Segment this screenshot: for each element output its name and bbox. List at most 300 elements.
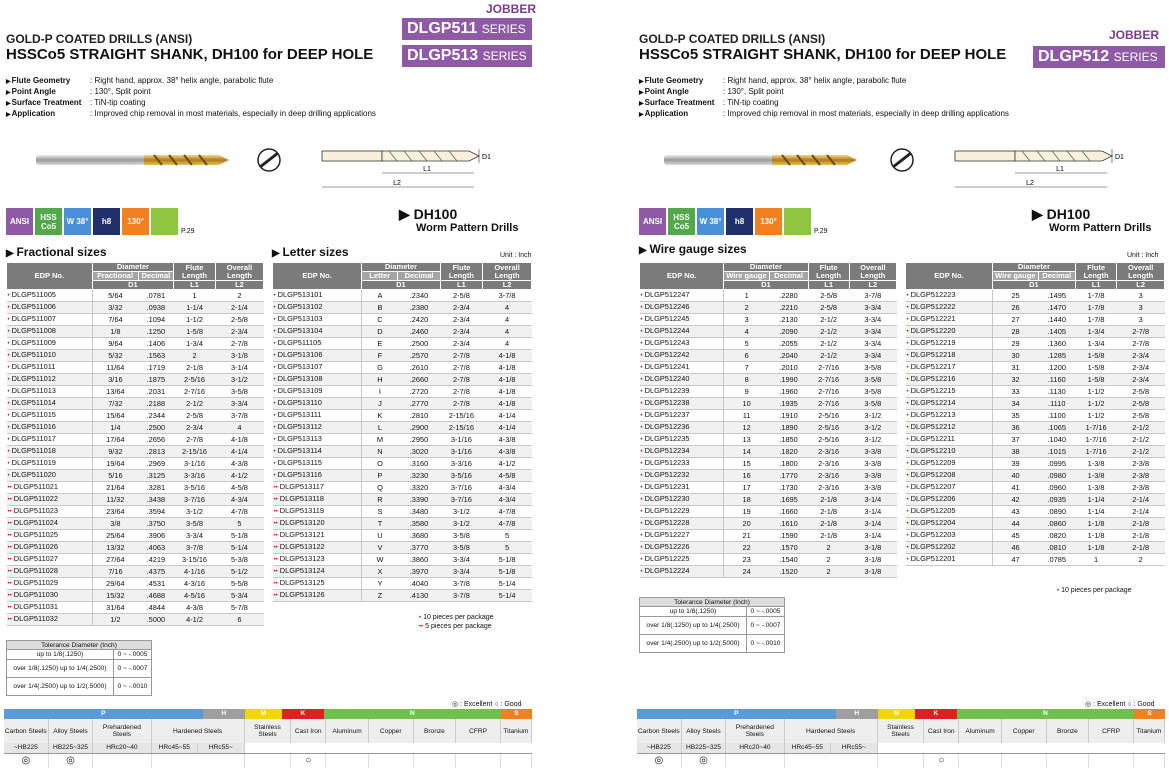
edp-number: DLGP511018	[11, 446, 56, 455]
fractional-sizes-title: ▶ Fractional sizes	[6, 245, 107, 259]
package-marker: •	[273, 341, 276, 347]
decimal-cell: .1770	[769, 470, 808, 482]
size-cell: P	[362, 470, 398, 482]
suitability-mark	[1089, 754, 1134, 768]
size-cell: K	[362, 410, 398, 422]
flute-length-cell: 3-7/8	[440, 590, 482, 602]
size-cell: 7/16	[92, 566, 138, 578]
package-marker: ••	[273, 557, 278, 563]
size-cell: 5/32	[92, 350, 138, 362]
package-marker: ••	[7, 497, 12, 503]
package-marker: ••	[273, 545, 278, 551]
table-row	[273, 554, 532, 566]
edp-number: DLGP512207	[910, 482, 956, 491]
package-marker: •	[640, 413, 643, 419]
edp-number: DLGP512234	[644, 446, 690, 455]
edp-number: DLGP512204	[910, 518, 956, 527]
ansi-icon: ANSI	[6, 208, 33, 235]
edp-cell	[906, 554, 993, 566]
table-row	[640, 350, 897, 362]
edp-number: DLGP513125	[279, 578, 325, 587]
decimal-cell: .1820	[769, 446, 808, 458]
edp-cell	[273, 530, 362, 542]
overall-length-cell: 3	[1117, 290, 1165, 302]
package-marker: •	[7, 425, 10, 431]
package-marker: •	[640, 341, 643, 347]
size-cell: 37	[993, 434, 1039, 446]
material-cell: Cast Iron	[924, 719, 959, 743]
size-cell: 27/64	[92, 554, 138, 566]
size-cell: J	[362, 398, 398, 410]
edp-number: DLGP511022	[13, 494, 59, 503]
decimal-cell: .3281	[138, 482, 174, 494]
edp-number: DLGP513104	[277, 326, 323, 335]
jobber-label: JOBBER	[1109, 28, 1160, 42]
svg-text:L1: L1	[423, 166, 431, 173]
decimal-cell: .2570	[398, 350, 440, 362]
material-cell: Alloy Steels	[49, 719, 94, 743]
table-row	[7, 398, 264, 410]
size-cell: 47	[993, 554, 1039, 566]
decimal-cell: .3680	[398, 530, 440, 542]
edp-cell	[640, 530, 724, 542]
overall-length-cell: 3-1/2	[215, 374, 263, 386]
overall-length-cell: 3-3/8	[849, 458, 896, 470]
overall-length-cell: 3	[1117, 302, 1165, 314]
package-marker: •	[906, 341, 909, 347]
h8-tolerance-icon: h8	[93, 208, 120, 235]
table-row	[640, 398, 897, 410]
material-cell: Copper	[1002, 719, 1047, 743]
table-row	[7, 530, 264, 542]
decimal-cell: .1110	[1038, 398, 1075, 410]
size-cell: A	[362, 290, 398, 302]
flute-length-cell: 2-7/8	[440, 386, 482, 398]
package-note-5: •• 5 pieces per package	[419, 623, 492, 630]
table-row	[640, 410, 897, 422]
size-cell: 3/16	[92, 374, 138, 386]
decimal-cell: .1540	[769, 554, 808, 566]
edp-number: DLGP511105	[277, 338, 322, 347]
flute-length-cell: 2-3/16	[808, 482, 849, 494]
table-row	[273, 302, 532, 314]
size-cell: 29	[993, 338, 1039, 350]
flute-length-cell: 3-1/16	[440, 434, 482, 446]
overall-length-cell: 2-1/4	[215, 302, 263, 314]
overall-length-cell: 4-7/8	[215, 506, 263, 518]
product-family-title: GOLD-P COATED DRILLS (ANSI)	[6, 32, 193, 46]
overall-length-cell: 3-7/8	[483, 290, 532, 302]
table-row	[906, 530, 1165, 542]
table-row	[7, 422, 264, 434]
package-marker: ••	[7, 593, 12, 599]
package-marker: •	[906, 329, 909, 335]
flute-length-cell: 2-1/2	[808, 350, 849, 362]
table-row	[906, 326, 1165, 338]
size-cell: 39	[993, 458, 1039, 470]
edp-cell	[273, 494, 362, 506]
page-ref: P.29	[181, 228, 195, 235]
flute-length-cell: 1-3/8	[1075, 470, 1116, 482]
decimal-cell: .1660	[769, 506, 808, 518]
package-marker: •	[273, 329, 276, 335]
edp-cell	[7, 506, 93, 518]
table-row	[273, 362, 532, 374]
decimal-cell: .1520	[769, 566, 808, 578]
table-row	[906, 482, 1165, 494]
decimal-cell: .2344	[138, 410, 174, 422]
size-cell: 3/8	[92, 518, 138, 530]
decimal-cell: .1360	[1038, 338, 1075, 350]
size-cell: 3/32	[92, 302, 138, 314]
edp-cell	[640, 446, 724, 458]
size-cell: 13	[724, 434, 769, 446]
flute-length-cell: 1	[1075, 554, 1116, 566]
overall-length-cell: 4-3/8	[215, 458, 263, 470]
hss-co5-icon: HSS Co5	[668, 208, 695, 235]
edp-cell	[906, 422, 993, 434]
edp-number: DLGP512233	[644, 458, 690, 467]
decimal-cell: .1470	[1038, 302, 1075, 314]
decimal-cell: .1730	[769, 482, 808, 494]
flute-length-cell: 1-3/4	[174, 338, 216, 350]
edp-number: DLGP513116	[277, 470, 322, 479]
edp-cell	[273, 482, 362, 494]
table-row	[906, 554, 1165, 566]
edp-cell	[640, 314, 724, 326]
flute-length-cell: 2-5/8	[808, 290, 849, 302]
package-marker: •	[7, 473, 10, 479]
decimal-cell: .0980	[1038, 470, 1075, 482]
flute-length-cell: 2-1/2	[808, 338, 849, 350]
package-marker: ••	[273, 521, 278, 527]
material-cell: Titanium	[1134, 719, 1165, 743]
edp-number: DLGP512216	[910, 374, 956, 383]
decimal-cell: .3020	[398, 446, 440, 458]
size-cell: 7/64	[92, 314, 138, 326]
flute-length-cell: 2	[174, 350, 216, 362]
size-cell: 5/64	[92, 290, 138, 302]
edp-number: DLGP513108	[277, 374, 323, 383]
series-badge-dlgp512: DLGP512 SERIES	[1033, 46, 1165, 68]
edp-number: DLGP513121	[279, 530, 325, 539]
edp-number: DLGP512224	[644, 566, 690, 575]
edp-cell	[273, 302, 362, 314]
decimal-cell: .1015	[1038, 446, 1075, 458]
h8-tolerance-icon: h8	[726, 208, 753, 235]
table-row	[273, 290, 532, 302]
edp-number: DLGP511017	[11, 434, 56, 443]
material-cell: Prehardened Steels	[93, 719, 151, 743]
split-point-icon	[887, 145, 917, 175]
edp-cell	[7, 362, 93, 374]
size-cell: 13/64	[92, 386, 138, 398]
edp-number: DLGP511015	[11, 410, 56, 419]
size-cell: 21/64	[92, 482, 138, 494]
overall-length-cell: 4-1/8	[483, 386, 532, 398]
edp-cell	[273, 326, 362, 338]
table-row	[906, 542, 1165, 554]
size-cell: I	[362, 386, 398, 398]
size-cell: 22	[724, 542, 769, 554]
edp-number: DLGP512231	[644, 482, 690, 491]
size-cell: 2	[724, 302, 769, 314]
edp-number: DLGP513120	[279, 518, 325, 527]
decimal-cell: .2500	[138, 422, 174, 434]
package-marker: •	[273, 365, 276, 371]
decimal-cell: .3860	[398, 554, 440, 566]
right-catalog-page	[637, 0, 1165, 774]
table-row	[7, 542, 264, 554]
spec-list: ▶ Flute Geometry : Right hand, approx. 38° helix angle, parabolic flute ▶ Point Angle : 130°, Split point ▶ Surface Treatment : TiN-tip coating ▶ Application : Improved chip removal in most materials, especially in deep drilling applications	[639, 76, 1009, 120]
flute-length-cell: 2-1/2	[174, 398, 216, 410]
edp-number: DLGP511030	[13, 590, 59, 599]
decimal-cell: .3750	[138, 518, 174, 530]
table-row	[273, 446, 532, 458]
table-row	[906, 506, 1165, 518]
flute-length-cell: 2-1/8	[808, 530, 849, 542]
edp-number: DLGP512214	[910, 398, 956, 407]
edp-number: DLGP511021	[13, 482, 59, 491]
edp-number: DLGP513114	[277, 446, 322, 455]
svg-text:D1: D1	[482, 154, 491, 161]
decimal-cell: .2813	[138, 446, 174, 458]
package-marker: •	[273, 449, 276, 455]
hardness-cell: ~HB225	[637, 743, 682, 753]
package-marker: •	[640, 437, 643, 443]
edp-cell	[7, 530, 93, 542]
edp-number: DLGP511032	[13, 614, 59, 623]
edp-number: DLGP513109	[277, 386, 323, 395]
size-cell: 18	[724, 494, 769, 506]
edp-cell	[7, 614, 93, 626]
decimal-cell: .1800	[769, 458, 808, 470]
package-marker: •	[906, 377, 909, 383]
table-row	[640, 362, 897, 374]
size-cell: H	[362, 374, 398, 386]
edp-number: DLGP512219	[910, 338, 956, 347]
edp-cell	[640, 470, 724, 482]
size-cell: 17/64	[92, 434, 138, 446]
flute-length-cell: 4-1/2	[174, 614, 216, 626]
table-row	[7, 410, 264, 422]
table-row	[640, 470, 897, 482]
flute-length-cell: 2-3/4	[440, 314, 482, 326]
edp-cell	[7, 446, 93, 458]
flute-length-cell: 2-1/2	[808, 326, 849, 338]
package-marker: •	[640, 485, 643, 491]
decimal-cell: .2010	[769, 362, 808, 374]
edp-cell	[273, 386, 362, 398]
hardness-cell: HB225~325	[49, 743, 94, 753]
size-cell: S	[362, 506, 398, 518]
flute-length-cell: 1-1/2	[1075, 398, 1116, 410]
size-cell: 25/64	[92, 530, 138, 542]
edp-cell	[640, 374, 724, 386]
table-row	[7, 374, 264, 386]
material-group-n: N	[957, 709, 1134, 719]
flute-length-cell: 1-1/2	[1075, 410, 1116, 422]
edp-cell	[7, 338, 93, 350]
edp-number: DLGP512203	[910, 530, 956, 539]
edp-number: DLGP512227	[644, 530, 690, 539]
edp-cell	[273, 446, 362, 458]
edp-number: DLGP513102	[277, 302, 323, 311]
left-catalog-page	[4, 0, 537, 774]
decimal-cell: .0935	[1038, 494, 1075, 506]
size-cell: 44	[993, 518, 1039, 530]
suitability-mark: ◎	[682, 754, 727, 768]
edp-cell	[273, 362, 362, 374]
size-cell: C	[362, 314, 398, 326]
edp-number: DLGP511016	[11, 422, 56, 431]
package-marker: •	[906, 521, 909, 527]
edp-cell	[273, 566, 362, 578]
overall-length-cell: 4-3/4	[483, 482, 532, 494]
table-row	[640, 386, 897, 398]
edp-number: DLGP512209	[910, 458, 956, 467]
svg-text:L1: L1	[1056, 166, 1064, 173]
overall-length-cell: 2-1/8	[1117, 518, 1165, 530]
flute-length-cell: 4-5/16	[174, 590, 216, 602]
edp-number: DLGP513122	[279, 542, 325, 551]
table-row	[7, 326, 264, 338]
overall-length-cell: 4-1/2	[215, 470, 263, 482]
table-row	[273, 566, 532, 578]
table-row	[7, 362, 264, 374]
hardness-cell: HRc20~40	[93, 743, 151, 753]
edp-cell	[906, 302, 993, 314]
decimal-cell: .1160	[1038, 374, 1075, 386]
edp-number: DLGP511019	[11, 458, 56, 467]
material-cell: Hardened Steels	[152, 719, 245, 743]
package-marker: •	[906, 293, 909, 299]
edp-number: DLGP512206	[910, 494, 956, 503]
size-cell: 1/8	[92, 326, 138, 338]
edp-number: DLGP512245	[644, 314, 690, 323]
flute-length-cell: 3-3/4	[174, 530, 216, 542]
flute-length-cell: 1-1/2	[174, 314, 216, 326]
flute-length-cell: 2-7/16	[808, 374, 849, 386]
edp-cell	[7, 578, 93, 590]
size-cell: 8	[724, 374, 769, 386]
flute-length-cell: 2-15/16	[174, 446, 216, 458]
flute-length-cell: 3-1/2	[174, 506, 216, 518]
decimal-cell: .0781	[138, 290, 174, 302]
decimal-cell: .1875	[138, 374, 174, 386]
table-row	[7, 590, 264, 602]
overall-length-cell: 3-7/8	[215, 410, 263, 422]
package-marker: •	[906, 305, 909, 311]
material-cell: Cast Iron	[291, 719, 326, 743]
decimal-cell: .4844	[138, 602, 174, 614]
overall-length-cell: 6	[215, 614, 263, 626]
edp-number: DLGP512228	[644, 518, 690, 527]
package-marker: •	[273, 353, 276, 359]
decimal-cell: .0785	[1038, 554, 1075, 566]
edp-number: DLGP511026	[13, 542, 59, 551]
edp-cell	[7, 350, 93, 362]
table-row	[906, 494, 1165, 506]
edp-number: DLGP512208	[910, 470, 956, 479]
table-row	[273, 374, 532, 386]
size-cell: G	[362, 362, 398, 374]
package-marker: ••	[273, 509, 278, 515]
package-marker: ••	[7, 569, 12, 575]
size-cell: 23/64	[92, 506, 138, 518]
suitability-mark	[369, 754, 414, 768]
material-cell: Stainless Steels	[245, 719, 292, 743]
edp-cell	[273, 398, 362, 410]
material-cell: Bronze	[414, 719, 457, 743]
decimal-cell: .3906	[138, 530, 174, 542]
decimal-cell: .0938	[138, 302, 174, 314]
flute-length-cell: 2-3/4	[440, 338, 482, 350]
edp-number: DLGP512236	[644, 422, 690, 431]
edp-number: DLGP512223	[910, 290, 956, 299]
package-marker: •	[7, 317, 10, 323]
edp-number: DLGP513103	[277, 314, 323, 323]
overall-length-cell: 2-3/8	[1117, 470, 1165, 482]
overall-length-cell: 3	[1117, 314, 1165, 326]
overall-length-cell: 3-1/4	[849, 518, 896, 530]
size-cell: 31	[993, 362, 1039, 374]
edp-number: DLGP513113	[277, 434, 322, 443]
suitability-mark	[152, 754, 245, 768]
package-marker: •	[7, 401, 10, 407]
size-cell: M	[362, 434, 398, 446]
size-cell: 1/2	[92, 614, 138, 626]
decimal-cell: .2460	[398, 326, 440, 338]
table-row	[7, 482, 264, 494]
material-cell: CFRP	[1089, 719, 1134, 743]
package-marker: •	[640, 353, 643, 359]
size-cell: 27	[993, 314, 1039, 326]
decimal-cell: .4219	[138, 554, 174, 566]
flute-length-cell: 2-7/16	[808, 398, 849, 410]
split-point-icon	[254, 145, 284, 175]
package-marker: •	[7, 329, 10, 335]
size-cell: 29/64	[92, 578, 138, 590]
package-marker: ••	[273, 569, 278, 575]
edp-number: DLGP513110	[277, 398, 322, 407]
table-row	[7, 578, 264, 590]
package-marker: •	[273, 305, 276, 311]
flute-length-cell: 3-1/16	[440, 446, 482, 458]
flute-length-cell: 2-3/4	[440, 302, 482, 314]
edp-cell	[7, 314, 93, 326]
material-cell: Prehardened Steels	[726, 719, 784, 743]
package-marker: •	[7, 437, 10, 443]
table-row	[640, 434, 897, 446]
flute-length-cell: 1-3/8	[1075, 482, 1116, 494]
table-row	[273, 350, 532, 362]
overall-length-cell: 2-5/8	[1117, 410, 1165, 422]
edp-number: DLGP512240	[644, 374, 690, 383]
decimal-cell: .3770	[398, 542, 440, 554]
table-row	[906, 302, 1165, 314]
table-row	[7, 314, 264, 326]
package-marker: •	[906, 485, 909, 491]
package-marker: •	[906, 557, 909, 563]
material-group-h: H	[203, 709, 245, 719]
package-marker: ••	[7, 545, 12, 551]
flute-length-cell: 2-1/8	[808, 494, 849, 506]
edp-number: DLGP512235	[644, 434, 690, 443]
flute-length-cell: 3-5/16	[440, 470, 482, 482]
size-cell: L	[362, 422, 398, 434]
suitability-mark	[1047, 754, 1090, 768]
